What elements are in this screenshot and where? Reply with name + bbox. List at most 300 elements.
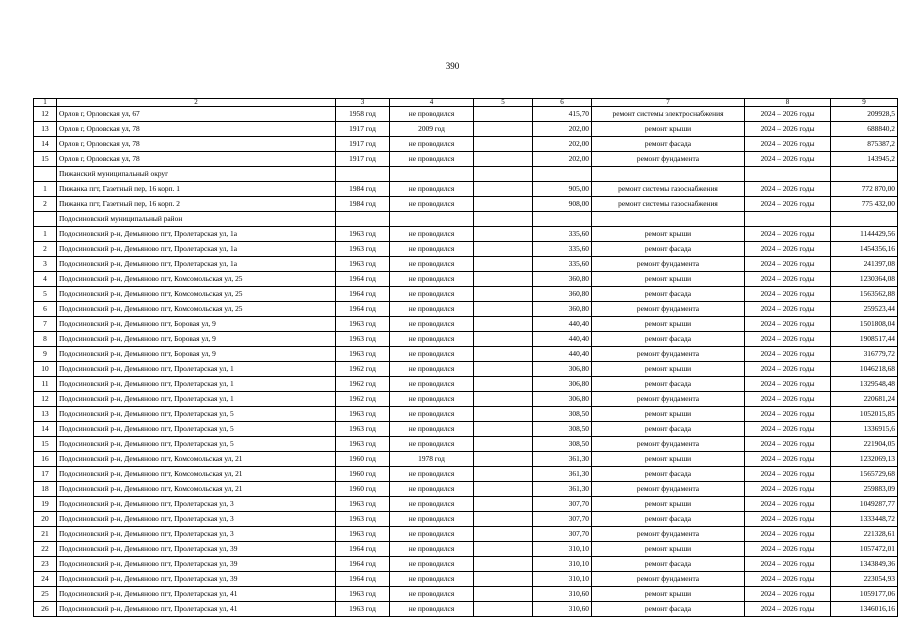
- work-type-cell: ремонт фундамента: [592, 572, 745, 587]
- section-empty-cell: [831, 212, 898, 227]
- row-number-cell: 14: [34, 422, 57, 437]
- row-number-cell: 9: [34, 347, 57, 362]
- section-row: [34, 167, 898, 182]
- cost-cell: 259883,09: [831, 482, 898, 497]
- column-number-cell: 9: [831, 99, 898, 107]
- last-repair-year-cell: не проводился: [390, 242, 474, 257]
- build-year-cell: 1963 год: [336, 512, 390, 527]
- table-row: [34, 122, 898, 137]
- period-cell: 2024 – 2026 годы: [745, 257, 831, 272]
- last-repair-year-cell: не проводился: [390, 227, 474, 242]
- period-cell: 2024 – 2026 годы: [745, 482, 831, 497]
- area-blank-cell: [474, 152, 533, 167]
- build-year-cell: 1984 год: [336, 182, 390, 197]
- area-blank-cell: [474, 122, 533, 137]
- build-year-cell: 1963 год: [336, 407, 390, 422]
- address-cell: Подосиновский р-н, Демьяново пгт, Пролетарская ул, 39: [57, 572, 336, 587]
- cost-cell: 1232069,13: [831, 452, 898, 467]
- build-year-cell: 1963 год: [336, 437, 390, 452]
- last-repair-year-cell: не проводился: [390, 362, 474, 377]
- last-repair-year-cell: не проводился: [390, 377, 474, 392]
- period-cell: 2024 – 2026 годы: [745, 377, 831, 392]
- last-repair-year-cell: не проводился: [390, 332, 474, 347]
- build-year-cell: 1964 год: [336, 542, 390, 557]
- area-cell: 202,00: [533, 137, 592, 152]
- period-cell: 2024 – 2026 годы: [745, 587, 831, 602]
- area-blank-cell: [474, 512, 533, 527]
- period-cell: 2024 – 2026 годы: [745, 497, 831, 512]
- build-year-cell: 1963 год: [336, 602, 390, 617]
- work-type-cell: ремонт крыши: [592, 362, 745, 377]
- cost-cell: 241397,08: [831, 257, 898, 272]
- area-cell: 308,50: [533, 407, 592, 422]
- work-type-cell: ремонт фасада: [592, 512, 745, 527]
- address-cell: Подосиновский р-н, Демьяново пгт, Пролетарская ул, 3: [57, 512, 336, 527]
- row-number-cell: 10: [34, 362, 57, 377]
- area-cell: 905,00: [533, 182, 592, 197]
- period-cell: 2024 – 2026 годы: [745, 407, 831, 422]
- area-blank-cell: [474, 317, 533, 332]
- section-empty-cell: [336, 212, 390, 227]
- cost-cell: 1501808,04: [831, 317, 898, 332]
- address-cell: Орлов г, Орловская ул, 78: [57, 122, 336, 137]
- work-type-cell: ремонт фасада: [592, 137, 745, 152]
- section-row: [34, 212, 898, 227]
- table-row: [34, 437, 898, 452]
- table-row: [34, 182, 898, 197]
- table-row: [34, 482, 898, 497]
- last-repair-year-cell: не проводился: [390, 587, 474, 602]
- table-row: [34, 467, 898, 482]
- work-type-cell: ремонт фундамента: [592, 257, 745, 272]
- period-cell: 2024 – 2026 годы: [745, 182, 831, 197]
- area-cell: 308,50: [533, 422, 592, 437]
- address-cell: Подосиновский р-н, Демьяново пгт, Комсомольская ул, 21: [57, 452, 336, 467]
- table-row: [34, 392, 898, 407]
- last-repair-year-cell: не проводился: [390, 347, 474, 362]
- area-cell: 202,00: [533, 122, 592, 137]
- period-cell: 2024 – 2026 годы: [745, 527, 831, 542]
- area-blank-cell: [474, 257, 533, 272]
- area-cell: 306,80: [533, 392, 592, 407]
- section-empty-cell: [474, 212, 533, 227]
- period-cell: 2024 – 2026 годы: [745, 572, 831, 587]
- area-blank-cell: [474, 602, 533, 617]
- period-cell: 2024 – 2026 годы: [745, 302, 831, 317]
- period-cell: 2024 – 2026 годы: [745, 227, 831, 242]
- section-empty-cell: [592, 167, 745, 182]
- cost-cell: 875387,2: [831, 137, 898, 152]
- address-cell: Подосиновский р-н, Демьяново пгт, Пролетарская ул, 39: [57, 557, 336, 572]
- last-repair-year-cell: не проводился: [390, 467, 474, 482]
- area-blank-cell: [474, 407, 533, 422]
- area-blank-cell: [474, 287, 533, 302]
- work-type-cell: ремонт крыши: [592, 587, 745, 602]
- period-cell: 2024 – 2026 годы: [745, 512, 831, 527]
- last-repair-year-cell: не проводился: [390, 317, 474, 332]
- period-cell: 2024 – 2026 годы: [745, 242, 831, 257]
- period-cell: 2024 – 2026 годы: [745, 452, 831, 467]
- last-repair-year-cell: не проводился: [390, 182, 474, 197]
- work-type-cell: ремонт фундамента: [592, 482, 745, 497]
- area-cell: 202,00: [533, 152, 592, 167]
- last-repair-year-cell: не проводился: [390, 557, 474, 572]
- work-type-cell: ремонт фасада: [592, 242, 745, 257]
- column-number-cell: 6: [533, 99, 592, 107]
- row-number-cell: 20: [34, 512, 57, 527]
- build-year-cell: 1963 год: [336, 347, 390, 362]
- row-number-cell: 18: [34, 482, 57, 497]
- work-type-cell: ремонт фундамента: [592, 302, 745, 317]
- period-cell: 2024 – 2026 годы: [745, 137, 831, 152]
- area-blank-cell: [474, 227, 533, 242]
- area-cell: 310,10: [533, 542, 592, 557]
- build-year-cell: 1960 год: [336, 452, 390, 467]
- row-number-cell: 14: [34, 137, 57, 152]
- row-number-cell: 1: [34, 227, 57, 242]
- cost-cell: 223054,93: [831, 572, 898, 587]
- row-number-cell: 24: [34, 572, 57, 587]
- work-type-cell: ремонт крыши: [592, 317, 745, 332]
- address-cell: Орлов г, Орловская ул, 78: [57, 137, 336, 152]
- build-year-cell: 1917 год: [336, 137, 390, 152]
- row-number-cell: 25: [34, 587, 57, 602]
- period-cell: 2024 – 2026 годы: [745, 602, 831, 617]
- table-row: [34, 227, 898, 242]
- last-repair-year-cell: не проводился: [390, 437, 474, 452]
- cost-cell: 1563562,88: [831, 287, 898, 302]
- area-blank-cell: [474, 377, 533, 392]
- table-row: [34, 317, 898, 332]
- table-row: [34, 557, 898, 572]
- area-cell: 307,70: [533, 527, 592, 542]
- cost-cell: 1333448,72: [831, 512, 898, 527]
- area-cell: 306,80: [533, 362, 592, 377]
- section-title: Подосиновский муниципальный район: [57, 212, 336, 227]
- table-row: [34, 572, 898, 587]
- period-cell: 2024 – 2026 годы: [745, 287, 831, 302]
- period-cell: 2024 – 2026 годы: [745, 557, 831, 572]
- build-year-cell: 1963 год: [336, 527, 390, 542]
- table-row: [34, 512, 898, 527]
- area-cell: 361,30: [533, 482, 592, 497]
- table-row: [34, 332, 898, 347]
- cost-cell: 1329548,48: [831, 377, 898, 392]
- area-blank-cell: [474, 242, 533, 257]
- address-cell: Подосиновский р-н, Демьяново пгт, Боровая ул, 9: [57, 332, 336, 347]
- table-row: [34, 527, 898, 542]
- work-type-cell: ремонт фундамента: [592, 437, 745, 452]
- work-type-cell: ремонт крыши: [592, 542, 745, 557]
- build-year-cell: 1963 год: [336, 242, 390, 257]
- area-blank-cell: [474, 482, 533, 497]
- work-type-cell: ремонт фундамента: [592, 152, 745, 167]
- last-repair-year-cell: не проводился: [390, 152, 474, 167]
- cost-cell: 316779,72: [831, 347, 898, 362]
- work-type-cell: ремонт фасада: [592, 602, 745, 617]
- section-empty-cell: [390, 167, 474, 182]
- last-repair-year-cell: не проводился: [390, 107, 474, 122]
- address-cell: Подосиновский р-н, Демьяново пгт, Пролетарская ул, 1: [57, 392, 336, 407]
- build-year-cell: 1962 год: [336, 392, 390, 407]
- address-cell: Подосиновский р-н, Демьяново пгт, Пролетарская ул, 5: [57, 422, 336, 437]
- work-type-cell: ремонт фасада: [592, 377, 745, 392]
- page-number: 390: [445, 61, 460, 71]
- period-cell: 2024 – 2026 годы: [745, 152, 831, 167]
- column-number-cell: 2: [57, 99, 336, 107]
- area-cell: 360,80: [533, 302, 592, 317]
- work-type-cell: ремонт фундамента: [592, 527, 745, 542]
- address-cell: Подосиновский р-н, Демьяново пгт, Комсомольская ул, 21: [57, 482, 336, 497]
- last-repair-year-cell: не проводился: [390, 527, 474, 542]
- row-number-cell: 21: [34, 527, 57, 542]
- row-number-cell: 11: [34, 377, 57, 392]
- period-cell: 2024 – 2026 годы: [745, 437, 831, 452]
- build-year-cell: 1960 год: [336, 467, 390, 482]
- column-number-cell: 4: [390, 99, 474, 107]
- work-type-cell: ремонт крыши: [592, 407, 745, 422]
- work-type-cell: ремонт крыши: [592, 227, 745, 242]
- cost-cell: 259523,44: [831, 302, 898, 317]
- area-blank-cell: [474, 197, 533, 212]
- address-cell: Подосиновский р-н, Демьяново пгт, Пролетарская ул, 3: [57, 497, 336, 512]
- area-blank-cell: [474, 437, 533, 452]
- area-blank-cell: [474, 362, 533, 377]
- last-repair-year-cell: не проводился: [390, 257, 474, 272]
- cost-cell: 1565729,68: [831, 467, 898, 482]
- area-cell: 908,00: [533, 197, 592, 212]
- section-empty-cell: [34, 212, 57, 227]
- table-row: [34, 347, 898, 362]
- area-cell: 440,40: [533, 332, 592, 347]
- table-row: [34, 407, 898, 422]
- area-cell: 307,70: [533, 512, 592, 527]
- build-year-cell: 1963 год: [336, 587, 390, 602]
- area-blank-cell: [474, 452, 533, 467]
- address-cell: Подосиновский р-н, Демьяново пгт, Комсомольская ул, 25: [57, 272, 336, 287]
- last-repair-year-cell: не проводился: [390, 602, 474, 617]
- row-number-cell: 3: [34, 257, 57, 272]
- area-blank-cell: [474, 497, 533, 512]
- section-empty-cell: [34, 167, 57, 182]
- section-empty-cell: [831, 167, 898, 182]
- work-type-cell: ремонт фасада: [592, 287, 745, 302]
- work-type-cell: ремонт крыши: [592, 497, 745, 512]
- last-repair-year-cell: не проводился: [390, 422, 474, 437]
- table-row: [34, 137, 898, 152]
- area-blank-cell: [474, 272, 533, 287]
- build-year-cell: 1963 год: [336, 317, 390, 332]
- build-year-cell: 1964 год: [336, 302, 390, 317]
- row-number-cell: 13: [34, 122, 57, 137]
- work-type-cell: ремонт крыши: [592, 272, 745, 287]
- address-cell: Орлов г, Орловская ул, 67: [57, 107, 336, 122]
- area-blank-cell: [474, 182, 533, 197]
- area-cell: 310,60: [533, 587, 592, 602]
- work-type-cell: ремонт системы газоснабжения: [592, 182, 745, 197]
- table-row: [34, 587, 898, 602]
- cost-cell: 1052015,85: [831, 407, 898, 422]
- column-number-cell: 8: [745, 99, 831, 107]
- area-cell: 307,70: [533, 497, 592, 512]
- work-type-cell: ремонт фасада: [592, 332, 745, 347]
- last-repair-year-cell: не проводился: [390, 272, 474, 287]
- area-cell: 335,60: [533, 257, 592, 272]
- area-blank-cell: [474, 347, 533, 362]
- area-cell: 308,50: [533, 437, 592, 452]
- address-cell: Подосиновский р-н, Демьяново пгт, Пролетарская ул, 41: [57, 602, 336, 617]
- table-row: [34, 497, 898, 512]
- cost-cell: 220681,24: [831, 392, 898, 407]
- section-empty-cell: [745, 167, 831, 182]
- area-cell: 360,80: [533, 272, 592, 287]
- area-blank-cell: [474, 332, 533, 347]
- last-repair-year-cell: не проводился: [390, 572, 474, 587]
- row-number-cell: 15: [34, 152, 57, 167]
- build-year-cell: 1964 год: [336, 287, 390, 302]
- row-number-cell: 6: [34, 302, 57, 317]
- period-cell: 2024 – 2026 годы: [745, 197, 831, 212]
- build-year-cell: 1958 год: [336, 107, 390, 122]
- address-cell: Подосиновский р-н, Демьяново пгт, Пролетарская ул, 41: [57, 587, 336, 602]
- work-type-cell: ремонт системы газоснабжения: [592, 197, 745, 212]
- last-repair-year-cell: не проводился: [390, 137, 474, 152]
- area-blank-cell: [474, 467, 533, 482]
- area-blank-cell: [474, 422, 533, 437]
- section-empty-cell: [533, 212, 592, 227]
- row-number-cell: 17: [34, 467, 57, 482]
- cost-cell: 772 870,00: [831, 182, 898, 197]
- table-row: [34, 542, 898, 557]
- last-repair-year-cell: не проводился: [390, 482, 474, 497]
- period-cell: 2024 – 2026 годы: [745, 542, 831, 557]
- column-number-cell: 1: [34, 99, 57, 107]
- address-cell: Подосиновский р-н, Демьяново пгт, Пролетарская ул, 1а: [57, 242, 336, 257]
- area-blank-cell: [474, 572, 533, 587]
- build-year-cell: 1963 год: [336, 497, 390, 512]
- period-cell: 2024 – 2026 годы: [745, 317, 831, 332]
- last-repair-year-cell: 1978 год: [390, 452, 474, 467]
- repair-program-table: [33, 98, 898, 617]
- row-number-cell: 12: [34, 107, 57, 122]
- cost-cell: 775 432,00: [831, 197, 898, 212]
- area-blank-cell: [474, 107, 533, 122]
- cost-cell: 1057472,01: [831, 542, 898, 557]
- area-blank-cell: [474, 542, 533, 557]
- table-row: [34, 242, 898, 257]
- area-cell: 335,60: [533, 242, 592, 257]
- column-number-cell: 7: [592, 99, 745, 107]
- cost-cell: 209928,5: [831, 107, 898, 122]
- row-number-cell: 19: [34, 497, 57, 512]
- build-year-cell: 1964 год: [336, 572, 390, 587]
- period-cell: 2024 – 2026 годы: [745, 467, 831, 482]
- build-year-cell: 1960 год: [336, 482, 390, 497]
- column-number-cell: 5: [474, 99, 533, 107]
- column-number-cell: 3: [336, 99, 390, 107]
- work-type-cell: ремонт фасада: [592, 467, 745, 482]
- period-cell: 2024 – 2026 годы: [745, 107, 831, 122]
- table-row: [34, 602, 898, 617]
- work-type-cell: ремонт системы электроснабжения: [592, 107, 745, 122]
- area-cell: 440,40: [533, 317, 592, 332]
- address-cell: Пижанка пгт, Газетный пер, 16 корп. 1: [57, 182, 336, 197]
- area-cell: 361,30: [533, 452, 592, 467]
- cost-cell: 1336915,6: [831, 422, 898, 437]
- address-cell: Подосиновский р-н, Демьяново пгт, Пролетарская ул, 5: [57, 407, 336, 422]
- address-cell: Пижанка пгт, Газетный пер, 16 корп. 2: [57, 197, 336, 212]
- area-cell: 415,70: [533, 107, 592, 122]
- cost-cell: 1230364,08: [831, 272, 898, 287]
- address-cell: Подосиновский р-н, Демьяново пгт, Пролетарская ул, 39: [57, 542, 336, 557]
- row-number-cell: 7: [34, 317, 57, 332]
- row-number-cell: 22: [34, 542, 57, 557]
- address-cell: Орлов г, Орловская ул, 78: [57, 152, 336, 167]
- last-repair-year-cell: не проводился: [390, 197, 474, 212]
- last-repair-year-cell: не проводился: [390, 497, 474, 512]
- area-blank-cell: [474, 137, 533, 152]
- table-row: [34, 152, 898, 167]
- area-cell: 306,80: [533, 377, 592, 392]
- address-cell: Подосиновский р-н, Демьяново пгт, Пролетарская ул, 3: [57, 527, 336, 542]
- work-type-cell: ремонт крыши: [592, 122, 745, 137]
- last-repair-year-cell: 2009 год: [390, 122, 474, 137]
- build-year-cell: 1962 год: [336, 362, 390, 377]
- section-empty-cell: [474, 167, 533, 182]
- row-number-cell: 15: [34, 437, 57, 452]
- section-title: Пижанский муниципальный округ: [57, 167, 336, 182]
- cost-cell: 221904,05: [831, 437, 898, 452]
- work-type-cell: ремонт фасада: [592, 422, 745, 437]
- area-blank-cell: [474, 557, 533, 572]
- table-row: [34, 107, 898, 122]
- column-number-row: [34, 99, 898, 107]
- row-number-cell: 12: [34, 392, 57, 407]
- section-empty-cell: [533, 167, 592, 182]
- period-cell: 2024 – 2026 годы: [745, 272, 831, 287]
- address-cell: Подосиновский р-н, Демьяново пгт, Пролетарская ул, 5: [57, 437, 336, 452]
- area-cell: 310,10: [533, 557, 592, 572]
- table-row: [34, 377, 898, 392]
- section-empty-cell: [390, 212, 474, 227]
- section-empty-cell: [592, 212, 745, 227]
- area-cell: 310,10: [533, 572, 592, 587]
- cost-cell: 688840,2: [831, 122, 898, 137]
- row-number-cell: 5: [34, 287, 57, 302]
- cost-cell: 1908517,44: [831, 332, 898, 347]
- table-row: [34, 302, 898, 317]
- area-cell: 310,60: [533, 602, 592, 617]
- period-cell: 2024 – 2026 годы: [745, 392, 831, 407]
- address-cell: Подосиновский р-н, Демьяново пгт, Комсомольская ул, 25: [57, 287, 336, 302]
- cost-cell: 1049287,77: [831, 497, 898, 512]
- build-year-cell: 1963 год: [336, 227, 390, 242]
- cost-cell: 1454356,16: [831, 242, 898, 257]
- last-repair-year-cell: не проводился: [390, 512, 474, 527]
- row-number-cell: 13: [34, 407, 57, 422]
- last-repair-year-cell: не проводился: [390, 407, 474, 422]
- cost-cell: 143945,2: [831, 152, 898, 167]
- row-number-cell: 16: [34, 452, 57, 467]
- work-type-cell: ремонт крыши: [592, 452, 745, 467]
- build-year-cell: 1962 год: [336, 377, 390, 392]
- last-repair-year-cell: не проводился: [390, 287, 474, 302]
- row-number-cell: 8: [34, 332, 57, 347]
- address-cell: Подосиновский р-н, Демьяново пгт, Комсомольская ул, 21: [57, 467, 336, 482]
- address-cell: Подосиновский р-н, Демьяново пгт, Комсомольская ул, 25: [57, 302, 336, 317]
- build-year-cell: 1917 год: [336, 152, 390, 167]
- table-row: [34, 272, 898, 287]
